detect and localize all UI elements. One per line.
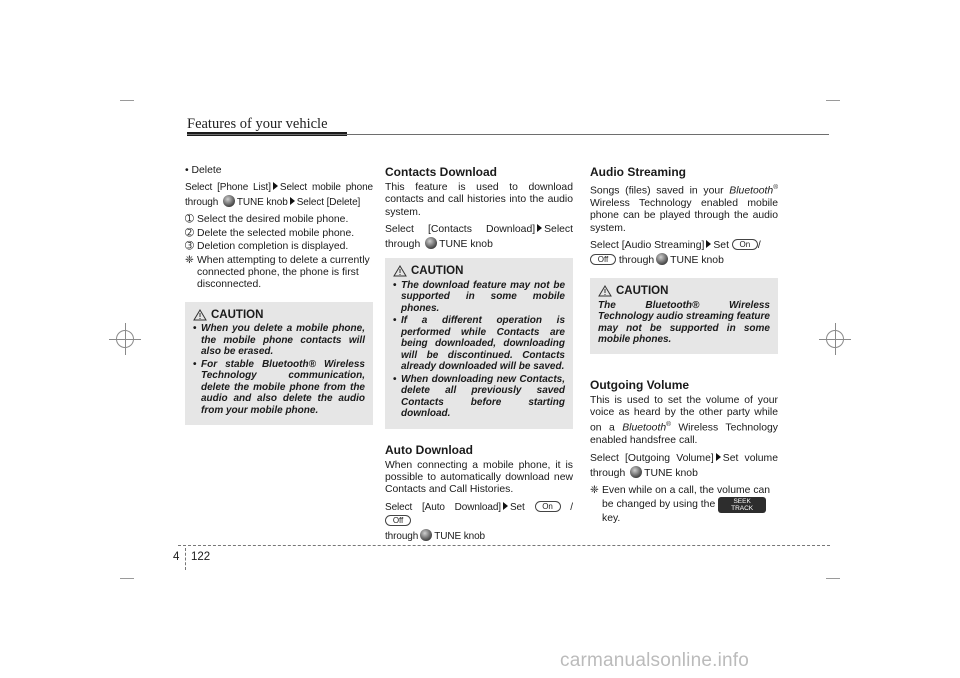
audio-streaming-path <box>590 239 778 268</box>
crop-mark <box>826 100 840 101</box>
step-item <box>185 214 373 226</box>
seek-track-key-icon <box>718 497 766 513</box>
tune-knob-icon <box>425 237 437 249</box>
path-step: Select mobile phone through <box>185 182 374 209</box>
path-step: through <box>618 255 655 267</box>
caution-item-text: For stable Bluetooth® Wireless Technology communication, delete the mobile phone from the audio and also delete the audio from your mobile phone. <box>201 358 365 416</box>
step-item <box>185 228 373 240</box>
path-step: Select [Delete] <box>296 197 361 209</box>
column-1 <box>185 165 373 425</box>
tune-knob-icon <box>630 466 642 478</box>
track-label: TRACK <box>731 505 754 512</box>
arrow-right-icon <box>537 224 542 232</box>
step-text: Select the desired mobile phone. <box>197 214 349 226</box>
path-separator: / <box>757 240 761 252</box>
off-button-icon: Off <box>590 254 616 265</box>
arrow-right-icon <box>503 502 508 510</box>
text-run: Songs (files) saved in your <box>590 185 724 197</box>
registration-mark <box>826 330 844 348</box>
path-step: Select [Outgoing Volume] <box>590 452 714 464</box>
tune-knob-icon <box>656 253 668 265</box>
step-number: ➂ <box>185 241 194 253</box>
outgoing-volume-heading: Outgoing Volume <box>590 377 690 392</box>
caution-header <box>393 265 565 277</box>
text-run: key. <box>602 513 621 524</box>
path-step: Select [Audio Streaming] <box>590 240 705 252</box>
caution-item-text: The download feature may not be supported in some mobile phones. <box>401 279 565 314</box>
path-step: Set <box>509 501 525 513</box>
caution-item: • When downloading new Contacts, delete all previously saved Contacts before starting download. <box>393 373 565 420</box>
path-step: TUNE knob <box>670 255 724 267</box>
caution-item-text: When you delete a mobile phone, the mobile phone contacts will also be erased. <box>201 323 365 358</box>
contacts-download-heading: Contacts Download <box>385 165 498 179</box>
page-header-title: Features of your vehicle <box>187 116 328 132</box>
path-step: through <box>385 530 419 542</box>
caution-item: • The download feature may not be supported in some mobile phones. <box>393 279 565 314</box>
note <box>185 255 373 292</box>
outgoing-volume-text: This is used to set the volume of your voice as heard by the other party while on a Bluetooth® Wireless Technology enabled handsfree call. <box>590 394 778 447</box>
step-number: ➀ <box>185 214 194 226</box>
chapter-number: 4 <box>173 551 180 563</box>
column-3 <box>590 165 778 526</box>
note-text <box>602 485 778 526</box>
delete-bullet: • Delete <box>185 165 222 176</box>
contacts-download-text: This feature is used to download contacts and call histories into the audio system. <box>385 182 573 218</box>
text-run: Wireless Technology enabled handsfree call. <box>590 422 778 447</box>
path-step: TUNE knob <box>434 530 486 542</box>
crop-mark <box>120 578 134 579</box>
note <box>590 485 778 526</box>
tune-knob-icon <box>223 195 235 207</box>
caution-box <box>385 258 573 428</box>
path-step: TUNE knob <box>644 467 698 479</box>
path-step: Select [Phone List] <box>185 182 271 194</box>
auto-download-text: When connecting a mobile phone, it is possible to automatically download new Contacts and Call Histories. <box>385 459 573 496</box>
arrow-right-icon <box>706 240 711 248</box>
caution-item: • When you delete a mobile phone, the mobile phone contacts will also be erased. <box>193 323 365 358</box>
caution-body: The Bluetooth® Wireless Technology audio streaming feature may not be supported in some mobile phones. <box>598 299 770 345</box>
warning-triangle-icon <box>193 309 207 321</box>
contacts-download-path <box>385 223 573 252</box>
caution-header <box>598 285 770 297</box>
caution-item-text: When downloading new Contacts, delete all previously saved Contacts before starting download. <box>401 373 565 420</box>
text-run: Even while on a call, the volume can be changed by using the <box>602 484 771 510</box>
auto-download-heading: Auto Download <box>385 442 473 457</box>
step-text: Delete the selected mobile phone. <box>197 227 355 239</box>
outgoing-volume-path <box>590 452 778 481</box>
caution-body <box>393 280 565 420</box>
note-text: When attempting to delete a currently connected phone, the phone is first disconnected. <box>197 254 370 291</box>
warning-triangle-icon <box>598 285 612 297</box>
tune-knob-icon <box>420 529 432 541</box>
caution-box <box>185 302 373 425</box>
note-mark: ❈ <box>590 484 599 496</box>
on-button-icon: On <box>732 239 758 250</box>
path-separator: / <box>570 501 573 513</box>
footer-divider <box>185 548 186 570</box>
text-run: Wireless Technology enabled mobile phone can be played through the audio system. <box>590 197 778 234</box>
header-rule <box>187 134 829 135</box>
caution-item: • For stable Bluetooth® Wireless Technology communication, delete the mobile phone from the audio and also delete the audio from your mobile phone. <box>193 358 365 416</box>
warning-triangle-icon <box>393 265 407 277</box>
caution-item: • If a different operation is performed while Contacts are being downloaded, downloading will be discontinued. Contacts already downloaded will be saved. <box>393 315 565 373</box>
crop-mark <box>120 100 134 101</box>
page-number: 122 <box>191 551 211 563</box>
on-button-icon: On <box>535 501 561 512</box>
footer-rule <box>178 545 830 546</box>
bluetooth-term: Bluetooth <box>622 422 667 434</box>
path-step: Set volume through <box>590 452 778 479</box>
audio-streaming-heading: Audio Streaming <box>590 165 687 179</box>
off-button-icon: Off <box>385 515 411 526</box>
path-step: Select through <box>385 224 573 251</box>
path-step: TUNE knob <box>236 197 288 209</box>
registration-mark <box>116 330 134 348</box>
seek-label: SEEK <box>733 498 751 505</box>
caution-header <box>193 309 365 321</box>
step-item <box>185 241 373 253</box>
arrow-right-icon <box>273 182 278 190</box>
path-step: Select [Contacts Download] <box>385 224 536 236</box>
arrow-right-icon <box>716 453 721 461</box>
caution-title: CAUTION <box>411 265 464 278</box>
caution-item-text: If a different operation is performed while Contacts are being downloaded, downloading will be discontinued. Contacts already downloaded will be saved. <box>401 315 565 373</box>
step-number: ➁ <box>185 227 194 239</box>
caution-body <box>193 323 365 416</box>
auto-download-path <box>385 501 573 544</box>
text-run: This is used to set the volume of your voice as heard by the other party while on a <box>590 394 778 434</box>
delete-path <box>185 181 373 210</box>
audio-streaming-text: Songs (files) saved in your Bluetooth® Wireless Technology enabled mobile phone can be played through the audio system. <box>590 184 779 234</box>
column-2 <box>385 165 573 548</box>
path-step: TUNE knob <box>439 239 493 251</box>
crop-mark <box>826 578 840 579</box>
caution-box <box>590 278 778 353</box>
caution-title: CAUTION <box>211 308 264 321</box>
step-text: Deletion completion is displayed. <box>197 241 349 253</box>
watermark: carmanualsonline.info <box>560 650 750 671</box>
caution-title: CAUTION <box>616 285 669 298</box>
path-step: Select [Auto Download] <box>385 501 501 513</box>
bluetooth-term: Bluetooth <box>729 185 774 197</box>
arrow-right-icon <box>290 197 295 205</box>
note-mark: ❈ <box>185 254 194 266</box>
path-step: Set <box>713 240 729 252</box>
